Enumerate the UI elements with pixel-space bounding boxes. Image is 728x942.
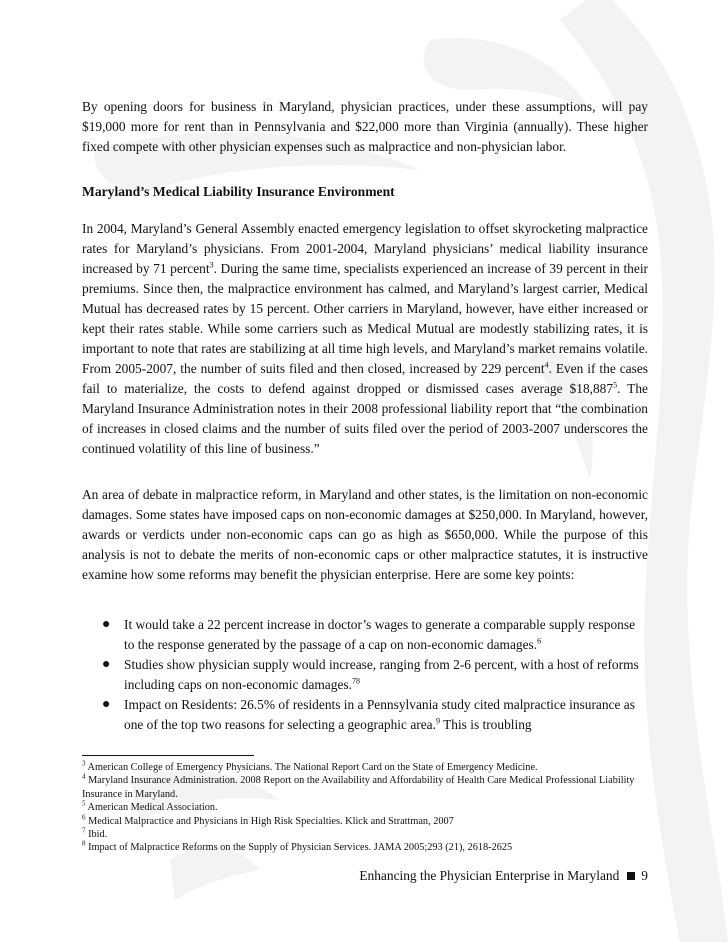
footnote [82, 841, 648, 854]
footnote-ref: 9 [435, 716, 440, 726]
footnote-text: Maryland Insurance Administration. 2008 Report on the Availability and Affordability of Health Care Medical Professional Liability Insurance in Maryland. [82, 775, 635, 800]
liability-text-1: In 2004, Maryland’s General Assembly enacted emergency legislation to offset skyrocketing malpractice rates for Maryland’s physicians. From 2001-2004, Maryland physicians’ medical liability insurance increased by 71 percent [82, 221, 648, 276]
footnote-number: 8 [82, 840, 86, 849]
footnote-ref: 78 [351, 676, 360, 686]
footnote-number: 6 [82, 813, 86, 822]
bullet-text: It would take a 22 percent increase in doctor’s wages to generate a comparable supply response to the response generated by the passage of a cap on non-economic damages. [124, 617, 636, 652]
footnote [82, 828, 648, 841]
footnote-ref-5: 5 [613, 380, 618, 390]
list-item [82, 695, 648, 735]
list-item [82, 655, 648, 695]
footnote-number: 4 [82, 772, 86, 781]
liability-text-2: . During the same time, specialists experienced an increase of 39 percent in their premiums. Since then, the malpractice environment has calmed, and Maryland’s largest carrier, Medical Mutual has decreased rates by 15 percent. Other carriers in Maryland, however, have either increased or kept their rates stable. While some carriers such as Medical Mutual are modestly stabilizing rates, it is important to note that rates are stabilizing at all time high levels, and Maryland’s market remains volatile. From 2005-2007, the number of suits filed and then closed, increased by 229 percent [82, 261, 648, 376]
liability-text-4: . The Maryland Insurance Administration notes in their 2008 professional liability report that “the combination of increases in closed claims and the number of suits filed over the period of 2003-2007 underscores the continued volatility of this line of business.” [82, 381, 648, 456]
list-item [82, 615, 648, 655]
footnote [82, 761, 648, 774]
footnote-divider [82, 755, 254, 756]
footnote-text: American College of Emergency Physicians. The National Report Card on the State of Emergency Medicine. [85, 762, 538, 773]
square-bullet-icon [627, 872, 635, 880]
footnote [82, 774, 648, 801]
footnote-ref-4: 4 [544, 360, 549, 370]
footnote-number: 3 [82, 759, 86, 768]
bullet-text: Impact on Residents: 26.5% of residents in a Pennsylvania study cited malpractice insurance as one of the top two reasons for selecting a geographic area. [124, 697, 635, 732]
bullet-text: Studies show physician supply would increase, ranging from 2-6 percent, with a host of reforms including caps on non-economic damages. [124, 657, 639, 692]
footnote-ref-3: 3 [209, 260, 214, 270]
bullet-tail: This is troubling [439, 717, 532, 732]
bullet-icon: ● [102, 617, 111, 632]
liability-text-3: . Even if the cases fail to materialize, the costs to defend against dropped or dismissed cases average $18,887 [82, 361, 648, 396]
footnote-text: American Medical Association. [85, 802, 218, 814]
page-footer [82, 866, 648, 886]
footnote-ref: 6 [537, 636, 542, 646]
footer-title: Enhancing the Physician Enterprise in Maryland [359, 868, 620, 883]
footnote-text: Medical Malpractice and Physicians in High Risk Specialties. Klick and Strattman, 2007 [85, 815, 454, 827]
footnote [82, 815, 648, 828]
intro-paragraph: By opening doors for business in Maryland, physician practices, under these assumptions, will pay $19,000 more for rent than in Pennsylvania and $22,000 more than Virginia (annually). These higher fixed compete with other physician expenses such as malpractice and non-physician labor. [82, 99, 648, 154]
footnotes-list [82, 761, 648, 855]
page-number: 9 [641, 868, 648, 883]
section-heading: Maryland’s Medical Liability Insurance Environment [82, 184, 395, 199]
bullet-icon: ● [102, 657, 111, 672]
footnote-text: Ibid. [85, 829, 108, 841]
footnote-number: 7 [82, 826, 86, 835]
footnote-number: 5 [82, 799, 86, 808]
footnote [82, 801, 648, 814]
key-points-list [82, 615, 648, 735]
footnote-text: Impact of Malpractice Reforms on the Supply of Physician Services. JAMA 2005;293 (21), 2618-2625 [85, 842, 513, 854]
debate-paragraph: An area of debate in malpractice reform, in Maryland and other states, is the limitation on non-economic damages. Some states have imposed caps on non-economic damages at $250,000. In Maryland, however, awards or verdicts under non-economic caps can go as high as $650,000. While the purpose of this analysis is not to debate the merits of non-economic caps or other malpractice statutes, it is instructive examine how some reforms may benefit the physician enterprise. Here are some key points: [82, 487, 648, 582]
bullet-icon: ● [102, 697, 111, 712]
liability-paragraph [82, 219, 648, 459]
